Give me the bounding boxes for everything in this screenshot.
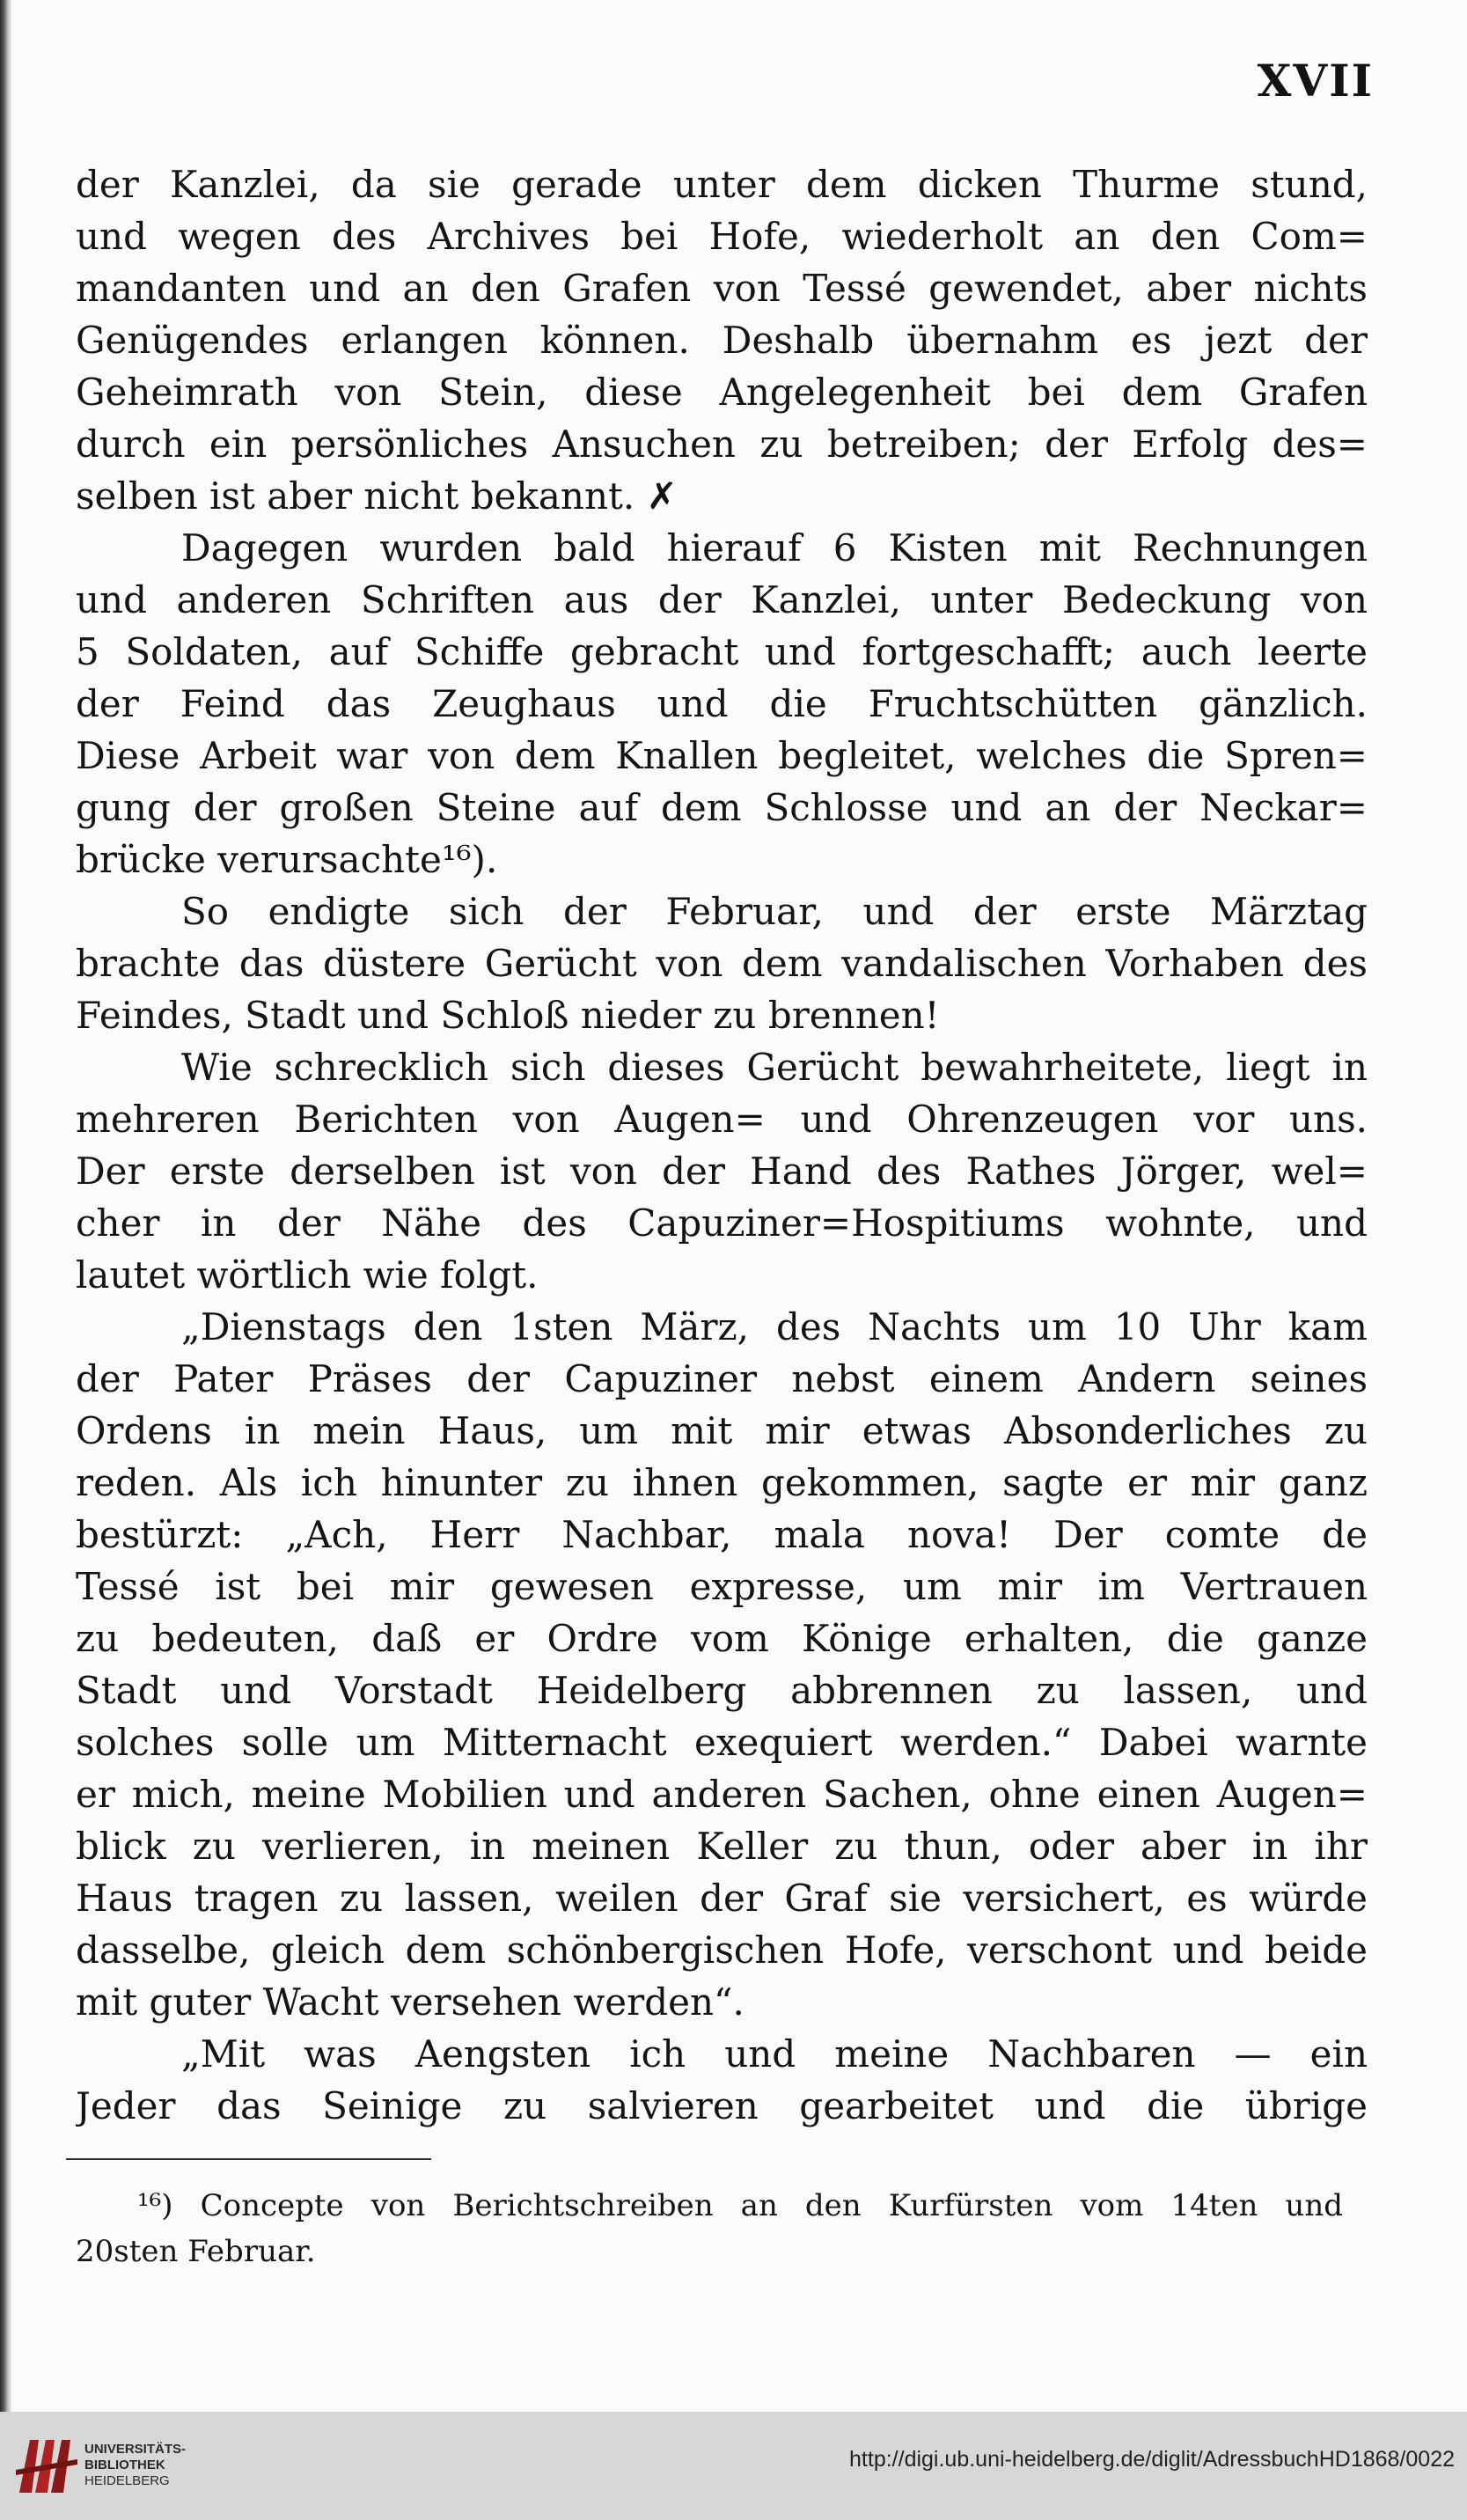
- binding-edge: [0, 0, 12, 2412]
- library-name-line: HEIDELBERG: [84, 2473, 170, 2488]
- text-line: durch ein persönliches Ansuchen zu betreiben; der Erfolg des=: [76, 422, 1368, 466]
- text-line: Ordens in mein Haus, um mit mir etwas Absonderliches zu: [76, 1409, 1368, 1452]
- text-line: mit guter Wacht versehen werden“.: [76, 1980, 745, 2024]
- viewer-footer: [0, 2412, 1467, 2520]
- text-line: mehreren Berichten von Augen= und Ohrenzeugen vor uns.: [76, 1098, 1368, 1141]
- text-line: blick zu verlieren, in meinen Keller zu thun, oder aber in ihr: [76, 1825, 1368, 1868]
- text-line: selben ist aber nicht bekannt. ✗: [76, 474, 678, 518]
- library-name-line: BIBLIOTHEK: [84, 2458, 165, 2472]
- text-line: Feindes, Stadt und Schloß nieder zu brennen!: [76, 994, 940, 1037]
- text-line: der Feind das Zeughaus und die Fruchtschütten gänzlich.: [76, 682, 1368, 725]
- footnotes: [76, 2183, 1343, 2274]
- text-line: „Mit was Aengsten ich und meine Nachbaren — ein: [181, 2032, 1368, 2076]
- text-line: bestürzt: „Ach, Herr Nachbar, mala nova! Der comte de: [76, 1513, 1368, 1556]
- text-line: gung der großen Steine auf dem Schlosse und an der Neckar=: [76, 786, 1368, 829]
- text-line: Wie schrecklich sich dieses Gerücht bewahrheitete, liegt in: [181, 1046, 1368, 1089]
- text-line: brachte das düstere Gerücht von dem vandalischen Vorhaben des: [76, 942, 1368, 985]
- footnote-divider: [66, 2158, 431, 2160]
- text-line: Diese Arbeit war von dem Knallen begleitet, welches die Spren=: [76, 734, 1368, 777]
- text-line: Dagegen wurden bald hierauf 6 Kisten mit Rechnungen: [181, 526, 1368, 569]
- text-line: solches solle um Mitternacht exequiert werden.“ Dabei warnte: [76, 1721, 1368, 1764]
- text-line: Stadt und Vorstadt Heidelberg abbrennen zu lassen, und: [76, 1669, 1368, 1712]
- footnote-line: ¹⁶) Concepte von Berichtschreiben an den Kurfürsten vom 14ten und: [137, 2188, 1343, 2223]
- text-line: 5 Soldaten, auf Schiffe gebracht und fortgeschafft; auch leerte: [76, 630, 1368, 673]
- page-number: XVII: [1257, 55, 1374, 107]
- text-line: „Dienstags den 1sten März, des Nachts um 10 Uhr kam: [181, 1305, 1368, 1348]
- text-line: dasselbe, gleich dem schönbergischen Hofe, verschont und beide: [76, 1929, 1368, 1972]
- footnote-line: 20sten Februar.: [76, 2234, 316, 2269]
- library-name-line: UNIVERSITÄTS-: [84, 2442, 187, 2457]
- text-line: Tessé ist bei mir gewesen expresse, um mir im Vertrauen: [76, 1565, 1368, 1608]
- text-line: cher in der Nähe des Capuziner=Hospitiums wohnte, und: [76, 1201, 1368, 1245]
- library-name: [84, 2442, 186, 2489]
- library-logo-icon: [14, 2433, 79, 2498]
- text-line: So endigte sich der Februar, und der erste Märztag: [181, 890, 1368, 933]
- text-line: er mich, meine Mobilien und anderen Sachen, ohne einen Augen=: [76, 1773, 1368, 1816]
- text-line: mandanten und an den Grafen von Tessé gewendet, aber nichts: [76, 267, 1368, 310]
- text-line: zu bedeuten, daß er Ordre vom Könige erhalten, die ganze: [76, 1617, 1368, 1660]
- text-line: Der erste derselben ist von der Hand des Rathes Jörger, wel=: [76, 1150, 1368, 1193]
- body-text: [76, 158, 1368, 2132]
- text-line: Jeder das Seinige zu salvieren gearbeitet und die übrige: [76, 2084, 1368, 2127]
- text-line: Geheimrath von Stein, diese Angelegenheit bei dem Grafen: [76, 371, 1368, 414]
- text-line: der Kanzlei, da sie gerade unter dem dicken Thurme stund,: [76, 163, 1368, 206]
- text-line: brücke verursachte¹⁶).: [76, 838, 498, 881]
- text-line: und wegen des Archives bei Hofe, wiederholt an den Com=: [76, 215, 1368, 258]
- source-url-link[interactable]: http://digi.ub.uni-heidelberg.de/diglit/AdressbuchHD1868/0022: [849, 2447, 1455, 2472]
- text-line: der Pater Präses der Capuziner nebst einem Andern seines: [76, 1357, 1368, 1400]
- text-line: Haus tragen zu lassen, weilen der Graf sie versichert, es würde: [76, 1877, 1368, 1920]
- text-line: Genügendes erlangen können. Deshalb übernahm es jezt der: [76, 319, 1368, 362]
- text-line: und anderen Schriften aus der Kanzlei, unter Bedeckung von: [76, 578, 1368, 621]
- text-line: lautet wörtlich wie folgt.: [76, 1253, 539, 1297]
- text-line: reden. Als ich hinunter zu ihnen gekommen, sagte er mir ganz: [76, 1461, 1368, 1504]
